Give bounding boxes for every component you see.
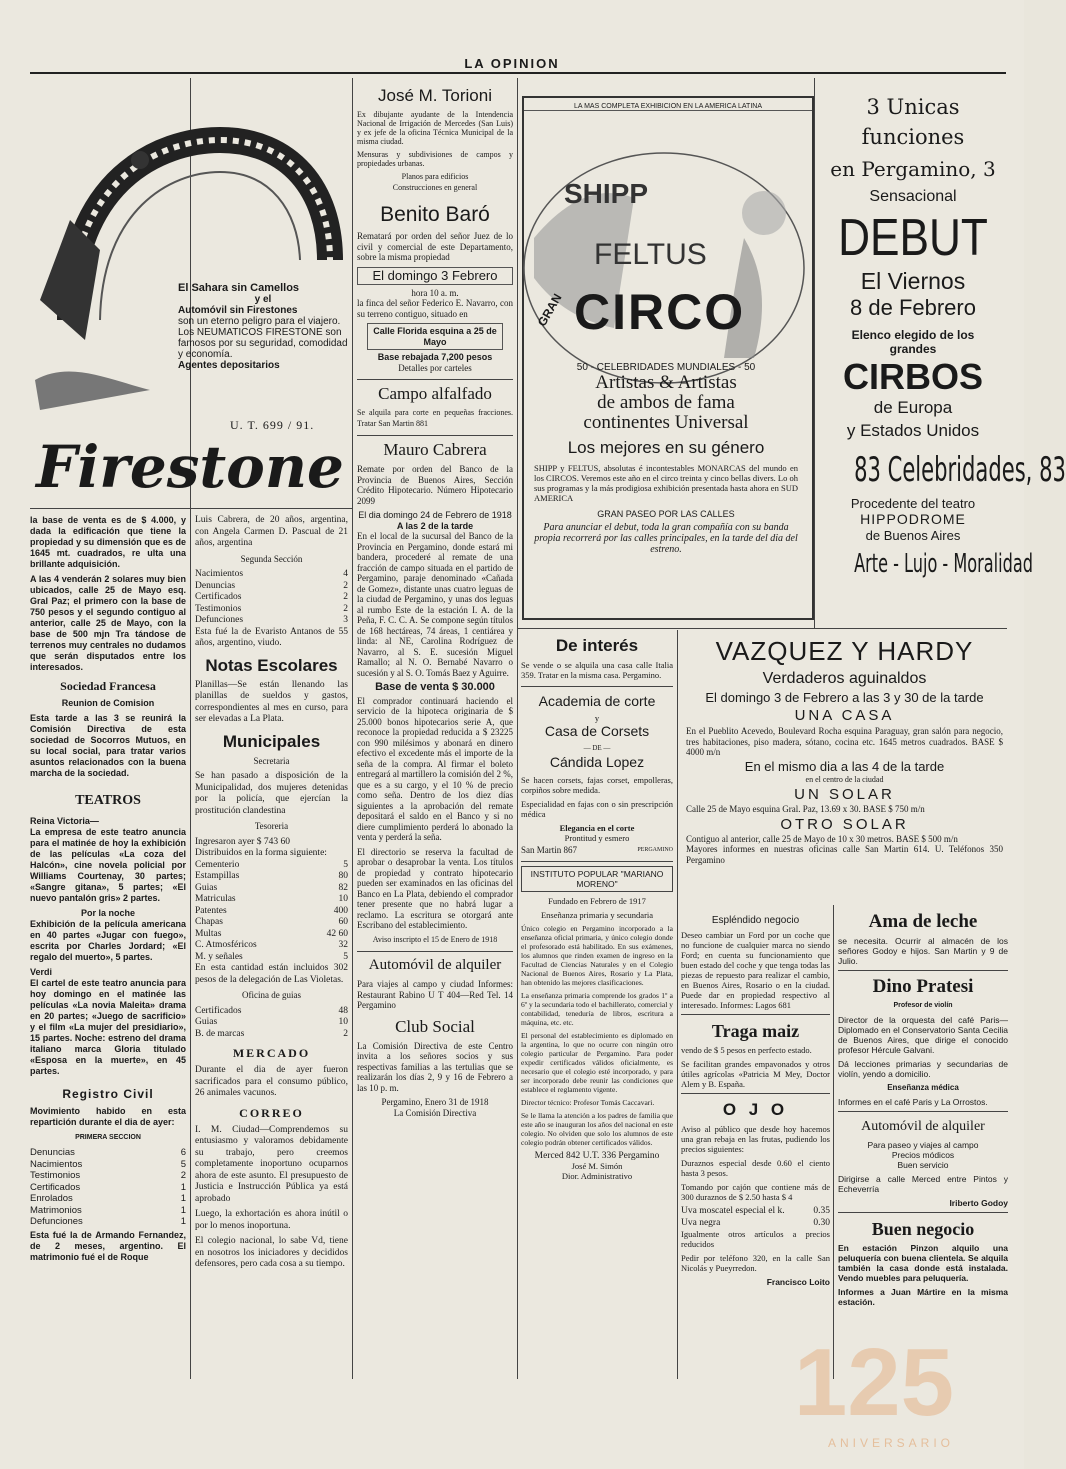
firestone-logo: Firestone [36, 433, 344, 501]
mercado-body: Durante el dia de ayer fueron sacrificados para el consumo público, 26 animales vacunos. [195, 1065, 348, 1098]
ojo-prices [681, 1206, 830, 1229]
correo-heading: CORREO [239, 1105, 304, 1120]
academia-y: y [594, 713, 600, 723]
column-rule [814, 78, 815, 629]
vazquez-centro: en el centro de la ciudad [805, 774, 884, 784]
debut-arte: Arte - Lujo - Moralidad [854, 549, 1033, 579]
vazquez-sub: Verdaderos aguinaldos [762, 670, 927, 687]
notas-body: Planillas—Se están llenando las planillas de sueldos y gastos, correspondientes al mes en curso, para ser elevadas a La Plata. [195, 679, 348, 724]
circus-line3: continentes Universal [583, 412, 749, 433]
reina-body: Exhibición de la película americana en 40 partes «Jugar con fuego», escrita por Charles Jordard; «El regalo del muerto», 5 partes. [30, 919, 186, 962]
traga-heading: Traga maiz [711, 1021, 800, 1041]
segunda-seccion: Segunda Sección [240, 553, 303, 564]
row-value: 1 [180, 1181, 186, 1193]
mauro-heading: Mauro Cabrera [357, 435, 513, 460]
row-label: Testimonios [195, 603, 242, 614]
circus-best: Los mejores en su género [567, 438, 765, 457]
mauro-body2: En el local de la sucursal del Banco de la Provincia en Pergamino, donde estará mi bandera, procederé al remate de una fracción de campo situada en el partido de Pergamino, paraje denominado «Cañada de Gomez», distante unas cuatro leguas de la ciudad de Pergamino, y unas dos leguas al rumbo Este de la estación I. A. de la Peña, F. C. C. A. Se compone según títulos de 168 hectáreas, 74 áreas, 1 centiárea y linda: al NE, Carolina Rodríguez de Navarro, al S. E. sucesión Miguel Ramallo; al N. O. Bernabé Navarro o sucesión y al S. O. Tomás Baez y Aguirre. [357, 531, 513, 678]
teatros-heading: TEATROS [75, 793, 141, 808]
mauro-body: Remate por orden del Banco de la Provincia de Buenos Aires, Sección Crédito Hipotecario. Número Hipotecario 2099 [357, 464, 513, 506]
academia-body: Se hacen corsets, fajas corset, empolleras, corpiños sobre medida. [521, 775, 673, 795]
table-row [195, 952, 348, 964]
anniversary-watermark: 125 [793, 1329, 954, 1436]
club-sign: La Comisión Directiva [393, 1107, 477, 1118]
tesoreria-body2: Distribuidos en la forma siguiente: [195, 848, 327, 858]
circus-ad [522, 96, 814, 620]
row-value: 32 [338, 940, 348, 950]
table-row [30, 1193, 186, 1205]
table-row [195, 940, 348, 952]
auto2-heading: Automóvil de alquiler [861, 1119, 985, 1134]
row-label: Guias [195, 1017, 218, 1027]
baro-heading: Benito Baró [380, 203, 490, 226]
column-5 [681, 910, 830, 1390]
row-label: Enrolados [30, 1193, 73, 1204]
correo-body: El colegio nacional, lo sabe Vd, tiene en nosotros los iniciadores y decididos defensores, pero cada cosa a su tiempo. [195, 1236, 348, 1269]
debut-hippodrome: HIPPODROME [860, 511, 966, 527]
ojo-body3: Tomando por cajón que contiene más de 300 duraznos de $ 2.50 hasta $ 4 [681, 1182, 830, 1202]
table-row [195, 604, 348, 616]
negocio-heading: Espléndido negocio [711, 915, 800, 926]
table-row [195, 894, 348, 906]
row-label: Denuncias [30, 1147, 75, 1158]
torioni-body4: Construcciones en general [392, 182, 478, 192]
reina-noche: Por la noche [80, 908, 135, 918]
vazquez-casa: UNA CASA [794, 707, 895, 724]
auction-paragraph: A las 4 venderán 2 solares muy bien ubicados, calle 25 de Mayo esq. Gral Paz; el primero con la base de 750 pesos y el segundo contiguo al anterior, calle 25 de Mayo, con la base de 500 mjn Tra tándose de terrenos muy centrales no dudamos que serán disputados entre los interesados. [30, 574, 186, 672]
table-row [195, 1017, 348, 1029]
club-heading: Club Social [395, 1016, 475, 1036]
interes-heading: De interés [555, 636, 639, 655]
firestone-phone: U. T. 699 / 91. [230, 418, 315, 432]
ojo-body5: Pedir por teléfono 320, en la calle San Nicolás y Pueyrredon. [681, 1253, 830, 1273]
firestone-body2: Los NEUMATICOS FIRESTONE son famosos por su seguridad, comodidad y economía. [178, 327, 348, 360]
table-row [30, 1182, 186, 1194]
mercado-heading: MERCADO [232, 1046, 311, 1060]
debut-sensacional: Sensacional [869, 188, 957, 205]
ojo-body2: Duraznos especial desde 0.60 el ciento hasta 3 pesos. [681, 1158, 830, 1178]
baro-address: Calle Florida esquina a 25 de Mayo [367, 323, 503, 350]
instituto-address: Merced 842 U.T. 336 Pergamino [534, 1151, 660, 1161]
torioni-body2: Mensuras y subdivisiones de campos y propiedades urbanas. [357, 150, 513, 168]
vazquez-title: VAZQUEZ Y HARDY [715, 636, 974, 666]
ojo-heading: O J O [722, 1100, 789, 1119]
circus-name2: FELTUS [594, 238, 707, 271]
auto2-body2: Dirigirse a calle Merced entre Pintos y Echeverría [838, 1174, 1008, 1194]
academia-body2: Especialidad en fajas con o sin prescripción médica [521, 799, 673, 819]
table-row [30, 1159, 186, 1171]
row-value: 400 [333, 905, 348, 916]
debut-date: 8 de Febrero [850, 295, 976, 320]
row-label: Defunciones [195, 615, 244, 625]
ama-body: se necesita. Ocurrir al almacén de los señores Godoy e hijos. San Martin y 9 de Julio. [838, 936, 1008, 966]
verdi-body: El cartel de este teatro anuncia para hoy domingo en el matinée las películas «La novia Maleita» drama en 20 partes; «Juego de sacrificio» y el film «La mujer del presidiario», 15 partes. Noche: estreno del drama italiano marca Gloria titulado «Esposa en la muerte», en 45 partes. [30, 978, 186, 1076]
firestone-body: son un eterno peligro para el viajero. [178, 316, 341, 327]
registro-heading: Registro Civil [62, 1087, 154, 1101]
section-rule [517, 628, 1007, 629]
academia-body3: Elegancia en el corte [559, 823, 635, 833]
row-value: 5 [343, 951, 348, 962]
instituto-body: Se le llama la atención a los padres de familia que este año se inauguran los años del nacional en este colegio. No olviden que solo los alumnos de este colegio podrán obtener certificados válidos. [521, 1111, 673, 1147]
matrimonio-text: Luis Cabrera, de 20 años, argentina, con Angela Carmen D. Pascual de 21 años, argentina [195, 515, 348, 548]
table-row [195, 871, 348, 883]
row-value: 4 [343, 569, 348, 579]
column-1 [30, 515, 186, 1375]
auto-body: Para viajes al campo y ciudad Informes: Restaurant Rabino U T 404—Red Tel. 14 Pergamino [357, 979, 513, 1010]
row-label: Chapas [195, 917, 223, 927]
instituto-founded: Fundado en Febrero de 1917 [548, 896, 646, 906]
column-rule [833, 905, 834, 1379]
auto2-body: Para paseo y viajes al campo [867, 1140, 979, 1150]
instituto-body: Director técnico: Profesor Tomás Caccavari. [521, 1098, 655, 1107]
row-label: M. y señales [195, 951, 243, 962]
buen-heading: Buen negocio [871, 1219, 975, 1239]
table-row [195, 929, 348, 941]
column-2 [195, 515, 348, 1375]
row-label: Uva moscatel especial el k. [681, 1206, 785, 1216]
table-row [30, 1147, 186, 1159]
tesoreria-body: Ingresaron ayer $ 743 60 [195, 836, 290, 847]
firestone-headline: El Sahara sin Camellos [178, 282, 300, 294]
circus-count: 50 - CELEBRIDADES MUNDIALES - 50 [576, 362, 756, 373]
vazquez-solar2: OTRO SOLAR [780, 815, 909, 833]
row-value: 0.30 [813, 1217, 830, 1228]
vazquez-solar1-body: Calle 25 de Mayo esquina Gral. Paz, 13.69 x 30. BASE $ 750 m/n [686, 804, 925, 814]
row-value: 6 [180, 1147, 186, 1158]
row-label: Matrimonios [30, 1204, 82, 1216]
row-value: 1 [180, 1193, 186, 1204]
tesoreria-end: En esta cantidad están incluidos 302 pesos de la delegación de Las Violetas. [195, 963, 348, 985]
table-row [195, 917, 348, 929]
circus-line1: Artistas & Artistas [595, 372, 737, 393]
reina-body: La empresa de este teatro anuncia para el matinée de hoy la exhibición de las películas «La coza del Halcón», cine novela policial por Williams Courtenay, 30 partes; «Sangre gitana», 5 partes; «El nuevo pantalón gris» 2 partes. [30, 827, 186, 903]
row-label: Estampillas [195, 871, 240, 881]
ojo-sign: Francisco Loito [766, 1277, 830, 1287]
table-row [195, 569, 348, 581]
row-value: 10 [338, 894, 348, 904]
baro-body: Rematará por orden del señor Juez de lo civil y comercial de este Departamento, sobre la misma propiedad [357, 231, 513, 262]
row-value: 1 [180, 1204, 186, 1216]
baro-details: Detalles por carteles [398, 362, 472, 373]
vazquez-ad [682, 634, 1007, 904]
debut-bsas: de Buenos Aires [865, 528, 961, 543]
row-value: 2 [343, 603, 348, 614]
sociedad-body: Esta tarde a las 3 se reunirá la Comisión Directiva de esta sociedad de Socorros Mutuos, en su local social, para tratar varios asuntos relacionados con la buena marcha de la sociedad. [30, 713, 186, 778]
mauro-date: El dia domingo 24 de Febrero de 1918 [358, 510, 512, 520]
instituto-body: La enseñanza primaria comprende los grados 1º a 6º y la secundaria todo el bachillerato, comercial y contabilidad, teneduría de libros, escritura a máquina, etc. etc. [521, 991, 673, 1027]
masthead-rule [30, 72, 1006, 74]
row-value: 2 [343, 580, 348, 591]
tesoreria-heading: Tesoreria [254, 821, 289, 831]
traga-body2: Se facilitan grandes empavonados y otros útiles agrícolas «Patricia M Mey, Doctor Alem y B. España. [681, 1059, 830, 1089]
column-rule [352, 78, 353, 1379]
row-label: Patentes [195, 905, 227, 916]
dino-body2: Dá lecciones primarias y secundarias de violín, yendo a domicilio. [838, 1059, 1008, 1079]
primera-seccion: PRIMERA SECCION [75, 1134, 141, 1141]
instituto-teach: Enseñanza primaria y secundaria [540, 910, 654, 920]
row-value: 1 [180, 1216, 186, 1227]
table-row [195, 1006, 348, 1018]
row-value: 48 [338, 1005, 348, 1016]
row-value: 10 [338, 1017, 348, 1027]
debut-cirbos: CIRBOS [842, 356, 983, 397]
row-value: 2 [180, 1170, 186, 1181]
row-label: Testimonios [30, 1170, 81, 1181]
table-row [195, 581, 348, 593]
vazquez-same: En el mismo dia a las 4 de la tarde [744, 758, 945, 774]
club-date: Pergamino, Enero 31 de 1918 [381, 1097, 489, 1107]
buen-body2: Informes a Juan Mártire en la misma estación. [838, 1287, 1008, 1307]
row-label: Guias [195, 882, 218, 893]
auto2-service: Buen servicio [897, 1160, 949, 1170]
debut-usa: y Estados Unidos [846, 421, 980, 440]
academia-name: Cándida Lopez [549, 754, 645, 770]
club-body: La Comisión Directiva de este Centro invita a los señores socios y sus respectivas familias a las tertulias que se realizarán los días 2, 9 y 16 de Febrero a las 10 p. m. [357, 1040, 513, 1093]
row-value: 5 [180, 1158, 186, 1170]
circus-circo: CIRCO [574, 284, 746, 340]
vazquez-info: Mayores informes en nuestras oficinas calle San Martin 614. U. Teléfonos 350 Pergamino [686, 844, 1003, 865]
instituto-body: El personal del establecimiento es diplomado en la argentina, lo que no ocurre con ningún otro colegio particular de Pergamino. Para poder expedir certificados válidos oficialmente, es necesario que el colegio esté incorporado, y para ser incorporado debe reunir las condiciones que establece el reglamento vigente. [521, 1031, 673, 1094]
row-label: B. de marcas [195, 1028, 245, 1039]
academia-de: — DE — [583, 744, 611, 752]
mauro-footer: Aviso inscripto el 15 de Enero de 1918 [372, 934, 498, 944]
academia-city: PERGAMINO [637, 847, 673, 853]
ojo-body4: Igualmente otros artículos a precios reducidos [681, 1229, 830, 1249]
row-value: 60 [338, 917, 348, 927]
circus-parade: GRAN PASEO POR LAS CALLES [597, 509, 735, 519]
tesoreria-table [195, 860, 348, 964]
secretaria-body: Se han pasado a disposición de la Municipalidad, dos mujeres detenidas por la policía, que ejercían la prostitución clandestina [195, 771, 348, 816]
municipales-heading: Municipales [222, 731, 321, 751]
correo-body: Luego, la exhortación es ahora inútil o por lo menos inoportuna. [195, 1209, 348, 1231]
table-row [30, 1170, 186, 1182]
vazquez-solar1: UN SOLAR [794, 786, 895, 803]
guias-table [195, 1006, 348, 1041]
table-row [681, 1218, 830, 1230]
firestone-line3: Automóvil sin Firestones [178, 305, 298, 316]
table-row [681, 1206, 830, 1218]
circus-gran: GRAN [534, 291, 565, 329]
circus-line2: de ambos de fama [597, 392, 735, 413]
firestone-line2: y el [254, 294, 272, 305]
auto2-sign: Iriberto Godoy [949, 1198, 1008, 1208]
buen-body: En estación Pinzon alquilo una peluquería con buena clientela. Se alquila también la casa donde está instalada. Vendo muebles para peluquería. [838, 1243, 1008, 1283]
debut-ad [818, 92, 1066, 627]
auction-paragraph: la base de venta es de $ 4.000, y dada la edificación que tiene la propiedad y su dimensión que es de 1645 mt. cuadrados, re ulta una brillante adquisición. [30, 515, 186, 569]
segunda-end: Esta fué la de Evaristo Antanos de 55 años, argentino, viudo. [195, 626, 348, 648]
anniversary-watermark-word: ANIVERSARIO [827, 1436, 954, 1450]
baro-body2: la finca del señor Federico E. Navarro, con su terreno contiguo, situado en [357, 298, 513, 319]
table-row [195, 860, 348, 872]
torioni-body: Ex dibujante ayudante de la Intendencia Nacional de Irrigación de Mercedes (San Luis) y ex jefe de la oficina Técnica Municipal de la misma ciudad. [357, 110, 513, 146]
instituto-name: José M. Simón [571, 1161, 623, 1171]
debut-celebridades: 83 Celebridades, 83 [854, 450, 1066, 490]
column-4 [521, 634, 673, 1394]
row-label: Denuncias [195, 580, 236, 591]
table-row [195, 883, 348, 895]
instituto-body: Único colegio en Pergamino incorporado a la enseñanza oficial primaria, y único colegio donde el profesorado está habilitado. En sus exámenes, los alumnos que rinden examen de ingreso en la Facultad de Ciencias Naturales y en el Colegio Nacional de Buenos Aires, Rosario y La Plata, han obtenido las mejores clasificaciones. [521, 924, 673, 987]
debut-day: El Viernos [860, 268, 966, 294]
row-label: Defunciones [30, 1216, 83, 1227]
masthead: LA OPINION [464, 56, 560, 71]
table-row [195, 615, 348, 627]
row-label: Uva negra [681, 1217, 721, 1228]
circus-name1: SHIPP [564, 178, 649, 209]
academia-heading: Academia de corte [538, 693, 656, 709]
row-value: 2 [343, 1028, 348, 1039]
vazquez-solar2-body: Contiguo al anterior, calle 25 de Mayo de 10 x 30 metros. BASE $ 500 m/n [686, 833, 958, 844]
table-row [30, 1205, 186, 1217]
debut-procedente: Procedente del teatro [850, 496, 976, 511]
debut-europa: de Europa [873, 398, 953, 417]
row-value: 82 [338, 882, 348, 893]
academia-body4: Prontitud y esmero [564, 833, 630, 843]
debut-title: DEBUT [838, 209, 988, 267]
academia-heading2: Casa de Corsets [544, 723, 650, 739]
table-row [195, 1029, 348, 1041]
row-label: Certificados [195, 1005, 242, 1016]
mauro-body3: El directorio se reserva la facultad de aprobar o desaprobar la venta. Los títulos de propiedad y contrato hipotecario pueden ser examinados en las oficinas del Banco en La Plata, debiendo el comprador tener presente que no habrá lugar a reclamo. La escritura se otorgará ante Escribano del establecimiento. [357, 846, 513, 930]
circus-slogan: Para anunciar el debut, toda la gran compañía con su banda propia recorrerá por las calles principales, en la tarde del dia del estreno. [534, 522, 798, 555]
column-rule [677, 630, 678, 1379]
mauro-base: Base de venta $ 30.000 [375, 681, 495, 693]
registro-sub: Movimiento habido en esta repartición durante el dia de ayer: [30, 1106, 186, 1127]
row-value: 0.35 [813, 1206, 830, 1216]
row-value: 42 60 [326, 928, 348, 939]
column-6 [838, 910, 1008, 1390]
circus-top: LA MAS COMPLETA EXHIBICION EN LA AMERICA LATINA [524, 103, 812, 111]
auto2-prices: Precios módicos [891, 1150, 955, 1160]
vazquez-casa-body: En el Pueblito Acevedo, Boulevard Rocha esquina Paraguay, gran salón para negocio, tres habitaciones, piso madera, sótano, cocina etc. 1645 metros cuadrados. BASE $ 4000 m/n [686, 726, 1003, 757]
row-value: 2 [343, 592, 348, 602]
interes-body: Se vende o se alquila una casa calle Italia 359. Tratar en la misma casa. Pergamino. [521, 660, 673, 680]
debut-line2: en Pergamino, 3 [830, 157, 996, 181]
sociedad-subheading: Reunion de Comision [61, 698, 155, 708]
row-label: Certificados [195, 592, 242, 602]
row-label: Certificados [30, 1181, 81, 1193]
debut-line1: 3 Unicas funciones [861, 95, 965, 149]
row-label: Cementerio [195, 859, 240, 870]
negocio-body: Deseo cambiar un Ford por un coche que no funcione de cualquier marca no siendo Ford; en cuenta su funcionamiento que buen estado del coche y que tenga todas las piezas de repuesto para realizar el cambio, en Buenos Aires, Rosario o en la ciudad. Puede dar en propiedad respectivo al interesado. Informes: Lagos 681 [681, 930, 830, 1010]
traga-body: vendo de $ 5 pesos en perfecto estado. [681, 1045, 812, 1055]
academia-address: San Martin 867 [521, 845, 577, 855]
ama-heading: Ama de leche [868, 911, 978, 932]
column-rule [517, 78, 518, 1379]
firestone-ad [30, 80, 350, 505]
dino-sub: Profesor de violín [893, 1002, 953, 1009]
instituto-role: Dior. Administrativo [561, 1171, 633, 1181]
row-label: Matriculas [195, 894, 236, 904]
sociedad-heading: Sociedad Francesa [60, 679, 156, 693]
table-row [195, 592, 348, 604]
segunda-table [195, 569, 348, 627]
reina-heading: Reina Victoria— [30, 816, 99, 826]
row-value: 5 [343, 859, 348, 870]
verdi-heading: Verdi [30, 967, 53, 977]
registro-table [30, 1147, 186, 1228]
notas-heading: Notas Escolares [205, 655, 338, 675]
torioni-body3: Planos para edificios [401, 172, 469, 181]
dino-body: Director de la orquesta del café Paris—Diplomado en el Conservatorio Santa Cecilia de Buenos Aires, que dirige el conocido profesor Hércule Galvani. [838, 1015, 1008, 1055]
instituto-heading: INSTITUTO POPULAR "MARIANO MORENO" [521, 866, 673, 892]
campo-body: Se alquila para corte en pequeñas fracciones. Tratar San Martin 881 [357, 408, 513, 428]
debut-elenco: Elenco elegido de los grandes [851, 328, 975, 356]
column-3 [357, 84, 513, 1384]
dino-body3: Informes en el café Paris y La Orrostos. [838, 1097, 988, 1107]
baro-base: Base rebajada 7,200 pesos [377, 352, 493, 362]
row-label: C. Atmosféricos [195, 940, 257, 950]
torioni-heading: José M. Torioni [377, 86, 492, 105]
firestone-agents: Agentes depositarios [178, 360, 280, 371]
section-rule [30, 508, 352, 509]
vazquez-date: El domingo 3 de Febrero a las 3 y 30 de la tarde [705, 690, 984, 705]
registro-end: Esta fué la de Armando Fernandez, de 2 meses, argentino. El matrimonio fué el de Roque [30, 1229, 186, 1262]
guias-heading: Oficina de guias [242, 990, 301, 1000]
ojo-body: Aviso al público que desde hoy hacemos una gran rebaja en las frutas, pudiendo los precios siguientes: [681, 1124, 830, 1154]
row-label: Multas [195, 928, 222, 939]
table-row [30, 1216, 186, 1228]
baro-time: hora 10 a. m. [411, 287, 459, 298]
secretaria-heading: Secretaria [253, 755, 290, 766]
row-label: Nacimientos [30, 1158, 83, 1170]
row-value: 80 [338, 871, 348, 881]
correo-body: I. M. Ciudad—Comprendemos su entusiasmo y valoramos debidamente su trabajo, pero creemos completamente inoportuno ocuparnos ahora de este asunto. El presupuesto de Justicia e Instrucción Pública ya está aprobado [195, 1124, 348, 1204]
baro-date: El domingo 3 Febrero [357, 267, 513, 285]
dino-ens: Enseñanza médica [887, 1083, 959, 1092]
mauro-time: A las 2 de la tarde [396, 520, 474, 531]
campo-heading: Campo alfalfado [357, 379, 513, 404]
table-row [195, 906, 348, 918]
dino-heading: Dino Pratesi [872, 976, 974, 997]
row-label: Nacimientos [195, 569, 244, 579]
mauro-body3: El comprador continuará haciendo el servicio de la hipoteca originaria de $ 25.000 bonos hipotecarios serie A, que reconoce la propiedad reducida a $ 23225 con 990 milésimos y abonará en dinero efectivo el excedente más el importe de la seña de la compra. Al firmar el boleto entregará al martillero la comisión del 2 %, que es a su cargo, y el 10 % de precio como seña. Dentro de los diez días siguientes a la aprobación del remate depositará el saldo en el Banco y si no diere cumplimiento perderá lo abonado la venta y perderá la seña. [357, 695, 513, 842]
row-value: 3 [343, 615, 348, 625]
auto-heading: Automóvil de alquiler [357, 951, 513, 975]
circus-desc: SHIPP y FELTUS, absolutas é incontestables MONARCAS del mundo en los CIRCOS. Veremos este año en el circo treinta y cinco bellas divers. Lo oh sus programas y la más prodigiosa exhibición presentada hasta ahora en SUD AMERICA [534, 463, 798, 503]
